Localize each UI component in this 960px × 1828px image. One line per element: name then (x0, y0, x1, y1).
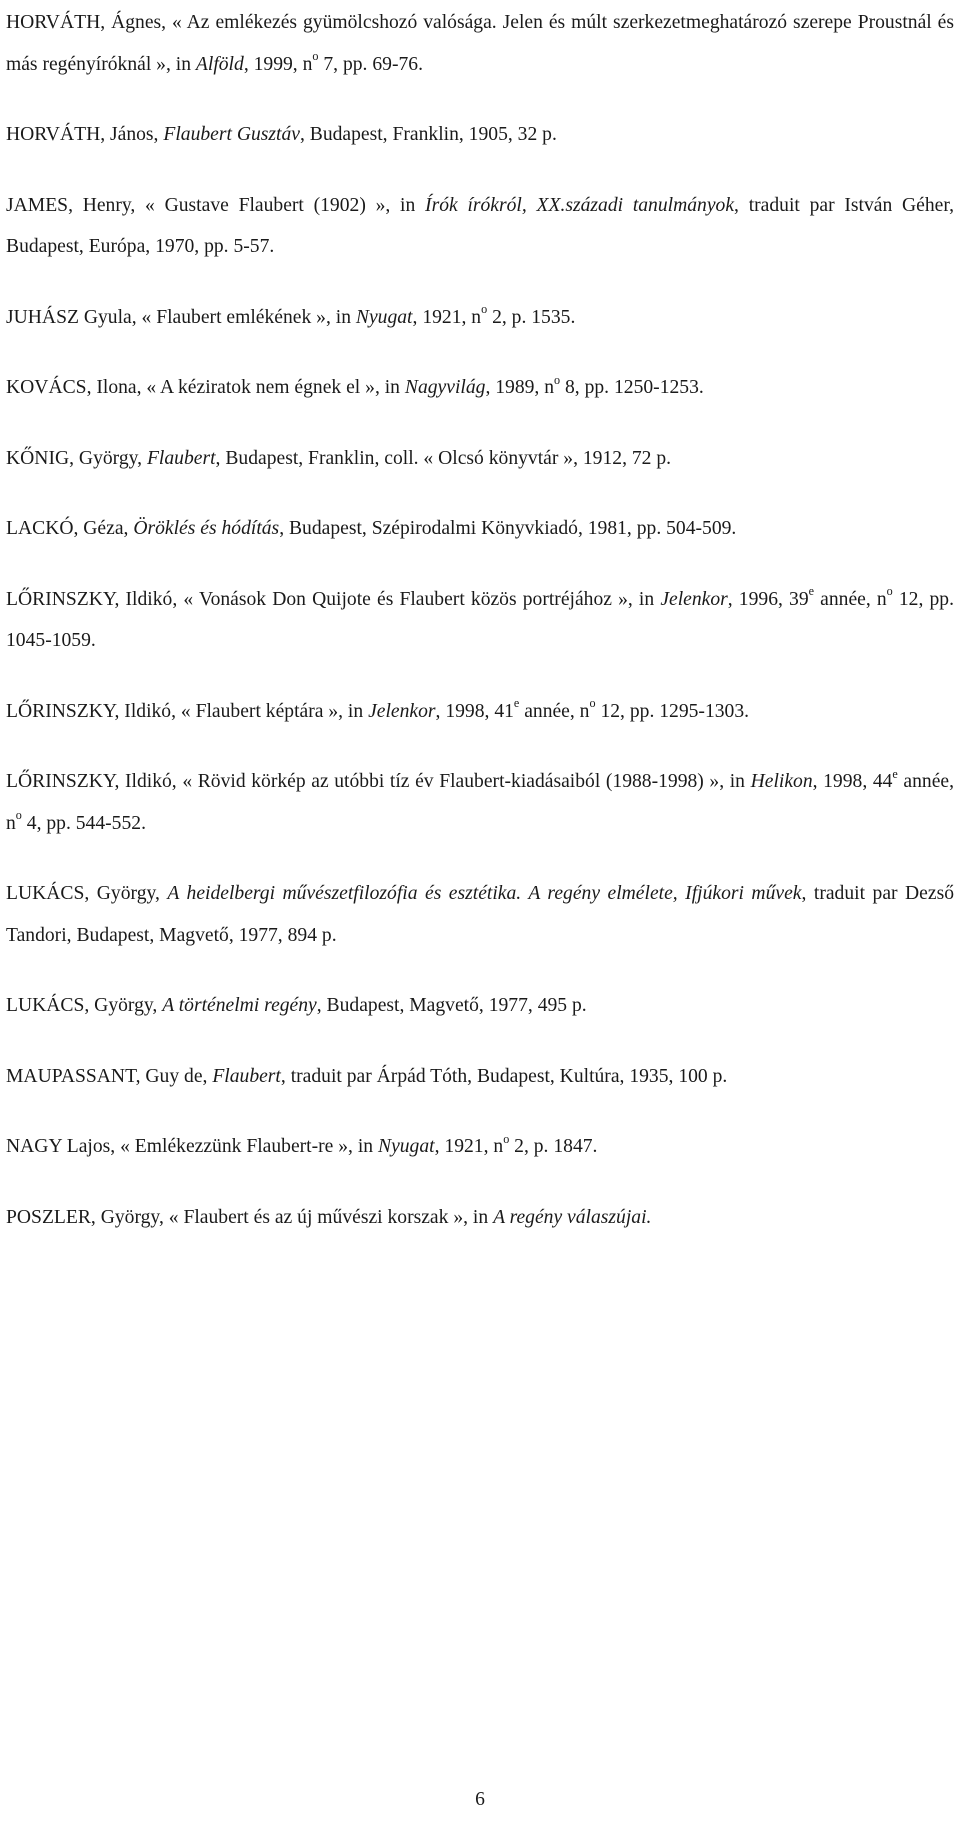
entry-text: 2, p. 1535. (487, 306, 576, 328)
entry-text: , Budapest, Franklin, coll. « Olcsó könyvtár », 1912, 72 p. (215, 447, 672, 469)
entry-text: année, n (814, 588, 887, 610)
entry-text: , traduit par Árpád Tóth, Budapest, Kultúra, 1935, 100 p. (280, 1065, 728, 1087)
bibliography-entry (6, 1056, 954, 1098)
entry-text: LŐRINSZKY, Ildikó, « Rövid körkép az utóbbi tíz év Flaubert-kiadásaiból (1988-1998) », in (6, 771, 751, 792)
title-italic: Nyugat (378, 1136, 435, 1157)
entry-text: , 1998, 41 (435, 700, 514, 722)
entry-text: JAMES, Henry, « Gustave Flaubert (1902) », in (6, 194, 426, 216)
superscript: o (15, 808, 22, 823)
superscript: o (589, 696, 596, 711)
title-italic: Flaubert (212, 1065, 281, 1087)
bibliography-list (6, 2, 954, 1267)
superscript: e (808, 584, 815, 599)
title-italic: Alföld (195, 53, 244, 75)
entry-text: , 1998, 44 (812, 771, 893, 792)
bibliography-entry (6, 508, 954, 550)
entry-text: année, n (519, 700, 590, 722)
title-italic: A heidelbergi művészetfilozófia és esztétika. A regény elmélete, Ifjúkori művek (167, 883, 802, 904)
entry-text: KŐNIG, György, (6, 447, 147, 469)
entry-text: HORVÁTH, Ágnes, « Az emlékezés gyümölcshozó valósága. Jelen és múlt szerkezetmeghatározó szerepe Proustnál és más regényíróknál », in (6, 12, 954, 75)
title-italic: A regény válaszújai. (493, 1206, 652, 1228)
entry-text: , Budapest, Szépirodalmi Könyvkiadó, 1981, pp. 504-509. (279, 518, 737, 539)
entry-text: , 1999, n (243, 53, 313, 75)
bibliography-entry (6, 1197, 954, 1239)
entry-text: , 1921, n (412, 306, 482, 328)
entry-text: , 1921, n (434, 1136, 504, 1157)
bibliography-entry (6, 297, 954, 339)
bibliography-entry (6, 114, 954, 156)
superscript: o (554, 372, 561, 387)
bibliography-entry (6, 873, 954, 956)
page-number: 6 (475, 1789, 485, 1810)
entry-text: KOVÁCS, Ilona, « A kéziratok nem égnek el », in (6, 377, 405, 398)
bibliography-entry (6, 579, 954, 662)
bibliography-entry (6, 185, 954, 268)
superscript: o (503, 1131, 510, 1146)
title-italic: A történelmi regény (162, 995, 317, 1016)
entry-text: , traduit par István Géher, Budapest, Európa, 1970, pp. 5-57. (6, 194, 954, 257)
title-italic: Flaubert (146, 447, 216, 469)
bibliography-entry (6, 691, 954, 733)
superscript: e (892, 766, 898, 781)
title-italic: Öröklés és hódítás (133, 518, 280, 539)
title-italic: Írók írókról, XX.századi tanulmányok (425, 194, 735, 216)
title-italic: Jelenkor (660, 588, 728, 610)
superscript: o (886, 584, 893, 599)
entry-text: , 1996, 39 (727, 588, 809, 610)
bibliography-entry (6, 367, 954, 409)
title-italic: Jelenkor (368, 700, 436, 722)
entry-text: année, n (6, 771, 955, 834)
entry-text: 12, pp. 1295-1303. (595, 700, 750, 722)
bibliography-entry (6, 438, 954, 480)
entry-text: 2, p. 1847. (509, 1136, 598, 1157)
entry-text: LUKÁCS, György, (6, 883, 168, 904)
bibliography-entry (6, 2, 954, 85)
title-italic: Flaubert Gusztáv (163, 124, 300, 145)
entry-text: LŐRINSZKY, Ildikó, « Flaubert képtára », in (6, 700, 369, 722)
bibliography-entry (6, 985, 954, 1027)
entry-text: LACKÓ, Géza, (6, 518, 134, 539)
superscript: e (513, 696, 520, 711)
entry-text: LUKÁCS, György, (6, 995, 163, 1016)
entry-text: POSZLER, György, « Flaubert és az új művészi korszak », in (6, 1206, 494, 1228)
entry-text: 7, pp. 69-76. (318, 53, 423, 75)
entry-text: 12, pp. 1045-1059. (6, 588, 955, 651)
bibliography-entry (6, 761, 954, 844)
entry-text: JUHÁSZ Gyula, « Flaubert emlékének », in (6, 306, 356, 328)
entry-text: , 1989, n (485, 377, 555, 398)
entry-text: , Budapest, Magvető, 1977, 495 p. (316, 995, 587, 1016)
entry-text: LŐRINSZKY, Ildikó, « Vonások Don Quijote és Flaubert közös portréjához », in (6, 588, 661, 610)
superscript: o (481, 302, 488, 317)
entry-text: HORVÁTH, János, (6, 124, 164, 145)
bibliography-entry (6, 1126, 954, 1168)
entry-text: MAUPASSANT, Guy de, (6, 1065, 213, 1087)
title-italic: Nyugat (355, 306, 413, 328)
title-italic: Helikon (750, 771, 813, 792)
entry-text: , Budapest, Franklin, 1905, 32 p. (299, 124, 557, 145)
superscript: o (312, 49, 319, 64)
entry-text: NAGY Lajos, « Emlékezzünk Flaubert-re », in (6, 1136, 378, 1157)
title-italic: Nagyvilág (404, 377, 486, 398)
entry-text: 8, pp. 1250-1253. (560, 377, 704, 398)
entry-text: 4, pp. 544-552. (21, 812, 146, 834)
entry-text: , traduit par Dezső Tandori, Budapest, Magvető, 1977, 894 p. (6, 883, 954, 946)
